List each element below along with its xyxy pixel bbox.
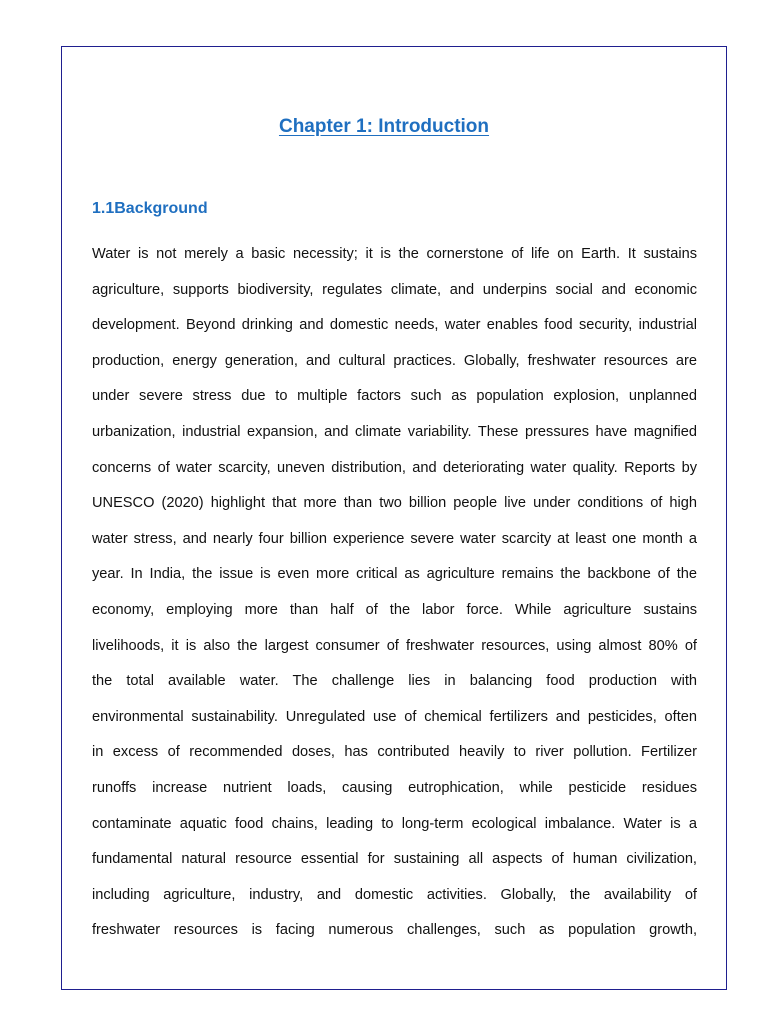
paragraph-line: the total available water. The challenge lies in balancing food production with <box>92 673 697 690</box>
paragraph-line: in excess of recommended doses, has contributed heavily to river pollution. Fertilizer <box>92 744 697 761</box>
paragraph-line: runoffs increase nutrient loads, causing eutrophication, while pesticide residues <box>92 779 697 796</box>
paragraph-line: contaminate aquatic food chains, leading to long-term ecological imbalance. Water is a <box>92 815 697 832</box>
paragraph-line: under severe stress due to multiple factors such as population explosion, unplanned <box>92 388 697 405</box>
paragraph-line: fundamental natural resource essential for sustaining all aspects of human civilization, <box>92 851 697 868</box>
paragraph-line: agriculture, supports biodiversity, regulates climate, and underpins social and economic <box>92 281 697 298</box>
paragraph-line: freshwater resources is facing numerous challenges, such as population growth, <box>92 922 697 939</box>
paragraph-line: year. In India, the issue is even more critical as agriculture remains the backbone of the <box>92 566 697 583</box>
section-heading: 1.1Background <box>92 200 208 217</box>
paragraph-line: livelihoods, it is also the largest consumer of freshwater resources, using almost 80% of <box>92 637 697 654</box>
paragraph-line: water stress, and nearly four billion experience severe water scarcity at least one month a <box>92 530 697 547</box>
body-paragraph <box>92 237 697 949</box>
paragraph-line: economy, employing more than half of the labor force. While agriculture sustains <box>92 601 697 618</box>
paragraph-line: development. Beyond drinking and domestic needs, water enables food security, industrial <box>92 317 697 334</box>
paragraph-line: including agriculture, industry, and domestic activities. Globally, the availability of <box>92 886 697 903</box>
paragraph-line: UNESCO (2020) highlight that more than two billion people live under conditions of high <box>92 495 697 512</box>
paragraph-line: urbanization, industrial expansion, and climate variability. These pressures have magnified <box>92 423 697 440</box>
chapter-title: Chapter 1: Introduction <box>278 116 490 137</box>
paragraph-line: Water is not merely a basic necessity; it is the cornerstone of life on Earth. It sustains <box>92 246 697 262</box>
paragraph-line: production, energy generation, and cultural practices. Globally, freshwater resources are <box>92 352 697 369</box>
paragraph-line: environmental sustainability. Unregulated use of chemical fertilizers and pesticides, often <box>92 708 697 725</box>
paragraph-line: concerns of water scarcity, uneven distribution, and deteriorating water quality. Reports by <box>92 459 697 476</box>
